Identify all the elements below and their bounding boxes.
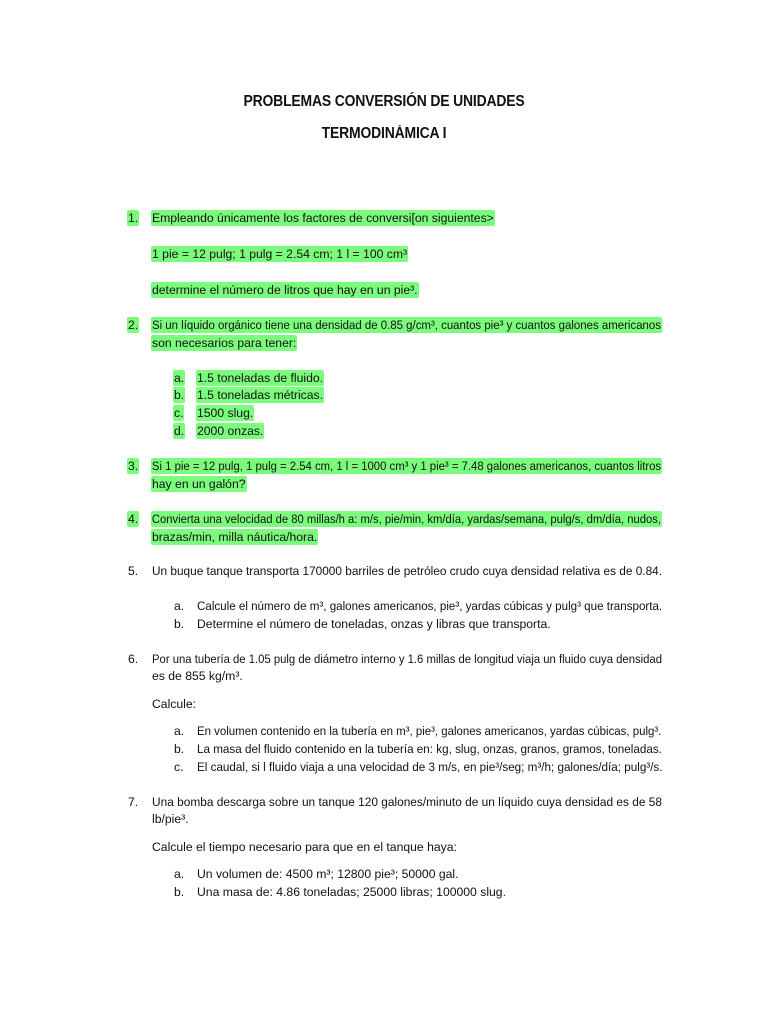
problem-2-line-1: Si un líquido orgánico tiene una densidad de 0.85 g/cm³, cuantos pie³ y cuantos galones americanos xyxy=(151,318,661,332)
problem-7-number: 7. xyxy=(128,795,139,809)
problem-2-item-label: c. xyxy=(174,406,184,420)
problem-6-line-2: es de 855 kg/m³. xyxy=(152,669,243,683)
problem-3-number: 3. xyxy=(128,459,139,473)
problem-5-number: 5. xyxy=(128,564,139,578)
document-title: PROBLEMAS CONVERSIÓN DE UNIDADES xyxy=(243,93,525,110)
problem-6-item-text: En volumen contenido en la tubería en m³, pie³, galones americanos, yardas cúbicas, pulg³. xyxy=(197,724,662,738)
problem-5-line-1: Un buque tanque transporta 170000 barriles de petróleo crudo cuya densidad relativa es de 0.84. xyxy=(152,564,663,578)
document-subtitle: TERMODINÁMICA I xyxy=(321,125,447,142)
problem-1-line-2: 1 pie = 12 pulg; 1 pulg = 2.54 cm; 1 l = 100 cm³ xyxy=(152,247,408,261)
problem-7-item-text: Una masa de: 4.86 toneladas; 25000 libras; 100000 slug. xyxy=(197,885,506,899)
problem-2-item-text: 1.5 toneladas de fluido. xyxy=(197,371,324,385)
problem-5-item-text: Calcule el número de m³, galones americanos, pie³, yardas cúbicas y pulg³ que transporta. xyxy=(197,599,663,613)
problem-7-line-3: Calcule el tiempo necesario para que en el tanque haya: xyxy=(152,840,457,854)
problem-1-line-1: Empleando únicamente los factores de conversi[on siguientes> xyxy=(152,211,494,225)
problem-2-item-label: a. xyxy=(174,371,185,385)
problem-7-item-label: a. xyxy=(174,867,185,881)
problem-2-line-2: son necesarios para tener: xyxy=(152,336,297,350)
problem-7-item-text: Un volumen de: 4500 m³; 12800 pie³; 50000 gal. xyxy=(197,867,459,881)
problem-4-number: 4. xyxy=(128,512,139,526)
problem-2-item-label: d. xyxy=(174,424,185,438)
problem-5-item-label: a. xyxy=(174,599,185,613)
problem-6-item-label: c. xyxy=(174,760,184,774)
problem-3-line-2: hay en un galón? xyxy=(152,477,246,491)
problem-5-item-label: b. xyxy=(174,617,185,631)
problem-7-line-2: lb/pie³. xyxy=(152,812,189,826)
problem-2-item-text: 1500 slug. xyxy=(197,406,254,420)
problem-1-number: 1. xyxy=(128,211,139,225)
problem-7-line-1: Una bomba descarga sobre un tanque 120 galones/minuto de un líquido cuya densidad es de 58 xyxy=(152,795,663,809)
problem-6-number: 6. xyxy=(128,652,139,666)
problem-6-line-1: Por una tubería de 1.05 pulg de diámetro interno y 1.6 millas de longitud viaja un fluido cuya densidad xyxy=(152,652,662,666)
problem-4-line-1: Convierta una velocidad de 80 millas/h a: m/s, pie/min, km/día, yardas/semana, pulg/s, dm/día, nudos, xyxy=(151,512,661,526)
problem-6-line-3: Calcule: xyxy=(152,697,197,711)
problem-6-item-label: a. xyxy=(174,724,185,738)
problem-6-item-label: b. xyxy=(174,742,185,756)
problem-7-item-label: b. xyxy=(174,885,185,899)
problem-4-line-2: brazas/min, milla náutica/hora. xyxy=(152,530,318,544)
problem-6-item-text: La masa del fluido contenido en la tubería en: kg, slug, onzas, granos, gramos, toneladas. xyxy=(197,742,662,756)
problem-2-item-text: 2000 onzas. xyxy=(197,424,264,438)
problem-3-line-1: Si 1 pie = 12 pulg, 1 pulg = 2.54 cm, 1 l = 1000 cm³ y 1 pie³ = 7.48 galones americanos, cuantos litros xyxy=(151,459,662,473)
problem-1-line-3: determine el número de litros que hay en un pie³. xyxy=(152,283,418,297)
problem-6-item-text: El caudal, si l fluido viaja a una velocidad de 3 m/s, en pie³/seg; m³/h; galones/día; pulg³/s. xyxy=(197,760,663,774)
problem-5-item-text: Determine el número de toneladas, onzas y libras que transporta. xyxy=(197,617,551,631)
problem-2-number: 2. xyxy=(128,318,139,332)
problem-2-item-text: 1.5 toneladas métricas. xyxy=(197,388,324,402)
problem-2-item-label: b. xyxy=(174,388,185,402)
